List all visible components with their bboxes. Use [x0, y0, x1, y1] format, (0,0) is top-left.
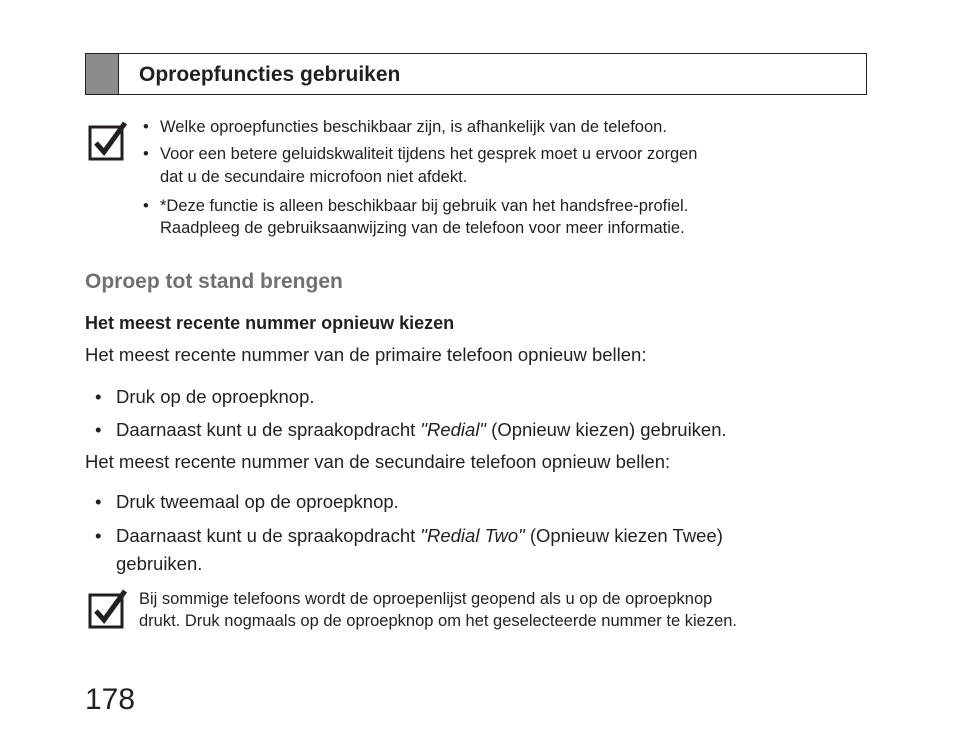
paragraph-secondary-intro: Het meest recente nummer van de secundaire telefoon opnieuw bellen:: [85, 451, 671, 472]
note-line: dat u de secundaire microfoon niet afdekt.: [160, 168, 468, 186]
note-line: *Deze functie is alleen beschikbaar bij gebruik van het handsfree-profiel.: [160, 197, 689, 215]
bullet: •: [143, 118, 149, 136]
bullet: •: [95, 491, 102, 512]
note-line: Raadpleeg de gebruiksaanwijzing van de telefoon voor meer informatie.: [160, 219, 685, 237]
bullet: •: [95, 525, 102, 546]
voice-command: "Redial": [420, 419, 487, 440]
header-gray-block: [86, 54, 119, 94]
list-item-text: Daarnaast kunt u de spraakopdracht "Redial" (Opnieuw kiezen) gebruiken.: [116, 419, 727, 440]
bullet: •: [95, 386, 102, 407]
section-title: Oproepfuncties gebruiken: [139, 63, 401, 86]
checkbox-check-icon: [88, 121, 128, 161]
section-header-bar: [85, 53, 867, 95]
section-heading: Oproep tot stand brengen: [85, 270, 343, 293]
note-line: Bij sommige telefoons wordt de oproepenlijst geopend als u op de oproepknop: [139, 590, 713, 608]
voice-command: "Redial Two": [420, 525, 525, 546]
bullet: •: [143, 145, 149, 163]
paragraph-primary-intro: Het meest recente nummer van de primaire telefoon opnieuw bellen:: [85, 344, 647, 365]
page-number: 178: [85, 683, 136, 716]
note-line: Welke oproepfuncties beschikbaar zijn, is afhankelijk van de telefoon.: [160, 118, 667, 136]
list-item-text: Druk tweemaal op de oproepknop.: [116, 491, 399, 512]
note-line: drukt. Druk nogmaals op de oproepknop om het geselecteerde nummer te kiezen.: [139, 612, 738, 630]
note-line: Voor een betere geluidskwaliteit tijdens het gesprek moet u ervoor zorgen: [160, 145, 698, 163]
checkbox-check-icon: [88, 589, 128, 629]
list-item-text-continued: gebruiken.: [116, 553, 203, 574]
bullet: •: [95, 419, 102, 440]
bullet: •: [143, 197, 149, 215]
sub-heading: Het meest recente nummer opnieuw kiezen: [85, 313, 455, 333]
list-item-text: Daarnaast kunt u de spraakopdracht "Redial Two" (Opnieuw kiezen Twee): [116, 525, 723, 546]
list-item-text: Druk op de oproepknop.: [116, 386, 315, 407]
